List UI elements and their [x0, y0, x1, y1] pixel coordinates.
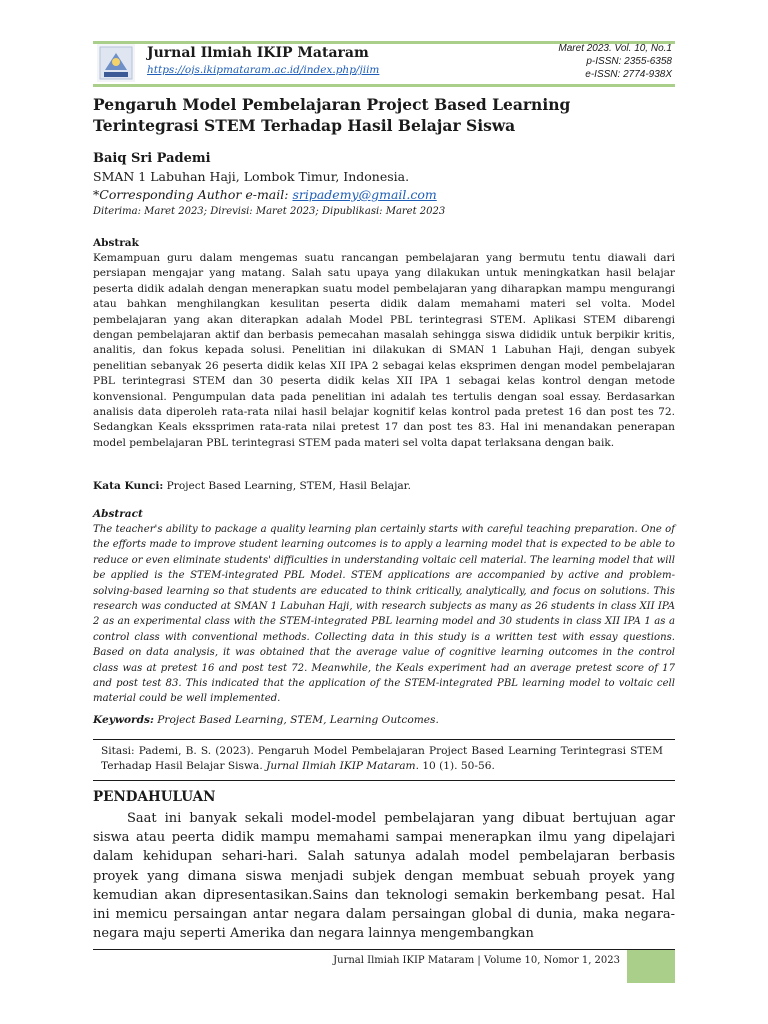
author-email-link[interactable]: sripademy@gmail.com	[292, 187, 437, 202]
citation-prefix: Sitasi: Pademi, B. S. (2023). Pengaruh Model Pembelajaran Project Based Learning Terintegrasi STEM Terhadap Hasil Belajar Siswa.	[101, 745, 663, 772]
kata-kunci-values: Project Based Learning, STEM, Hasil Belajar.	[163, 480, 411, 492]
introduction-text: Saat ini banyak sekali model-model pembelajaran yang dibuat bertujuan agar siswa atau peerta didik mampu memahami sampai menerapkan ilmu yang dipelajari dalam kehidupan sehari-hari. Salah satunya adalah model pembelajaran berbasis proyek yang dimana siswa menjadi subjek dengan membuat sebuah proyek yang kemudian akan dipresentasikan.Sains dan teknologi semakin berkembang pesat. Hal ini memicu persaingan antar negara dalam persaingan global di dunia, maka negara- negara maju seperti Amerika dan negara lainnya mengembangkan	[93, 811, 675, 942]
issue-volume: Maret 2023. Vol. 10, No.1	[558, 43, 672, 54]
p-issn: p-ISSN: 2355-6358	[586, 56, 672, 67]
introduction-heading: PENDAHULUAN	[93, 789, 216, 805]
e-issn: e-ISSN: 2774-938X	[585, 69, 672, 80]
abstrak-section	[93, 237, 675, 451]
corresponding-label: *Corresponding Author e-mail:	[93, 187, 293, 202]
publication-dates: Diterima: Maret 2023; Direvisi: Maret 2023; Dipublikasi: Maret 2023	[93, 206, 446, 217]
abstract-heading: Abstract	[93, 508, 143, 520]
footer-rule	[93, 949, 675, 950]
abstrak-heading: Abstrak	[93, 237, 139, 249]
header-bottom-rule	[93, 84, 675, 87]
abstrak-text: Kemampuan guru dalam mengemas suatu rancangan pembelajaran yang bermutu tentu diawali dari persiapan mengajar yang matang. Salah satu upaya yang dilakukan untuk meningkatkan hasil belajar peserta didik adalah dengan menerapkan suatu model pembelajaran yang diharapkan mampu mengurangi atau bahkan menghilangkan kesulitan peserta didik dalam memahami materi sel volta. Model pembelajaran yang akan diterapkan adalah Model PBL terintegrasi STEM. Aplikasi STEM dibarengi dengan pembelajaran aktif dan berbasis pemecahan masalah sehingga siswa dididik untuk berpikir kritis, analitis, dan fokus kepada solusi. Penelitian ini dilakukan di SMAN 1 Labuhan Haji, dengan subyek penelitian sebanyak 26 peserta didik kelas XII IPA 2 sebagai kelas eksprimen dengan model pembelajaran PBL terintegrasi STEM dan 30 peserta didik kelas XII IPA 1 sebagai kelas kontrol dengan metode konvensional. Pengumpulan data pada penelitian ini adalah tes tertulis dengan soal essay. Berdasarkan analisis data diperoleh rata-rata nilai hasil belajar kognitif kelas kontrol pada pretest 16 dan post tes 72. Sedangkan Keals ekssprimen rata-rata nilai pretest 17 dan post tes 83. Hal ini menandakan penerapan model pembelajaran PBL terintegrasi STEM pada materi sel volta dapat terlaksana dengan baik.	[93, 252, 675, 449]
keywords-label: Keywords:	[93, 714, 154, 726]
author-name: Baiq Sri Pademi	[93, 151, 211, 166]
corresponding-author	[93, 187, 437, 202]
journal-url-link[interactable]: https://ojs.ikipmataram.ac.id/index.php/jiim	[147, 64, 380, 76]
issue-info	[558, 42, 672, 81]
kata-kunci	[93, 480, 675, 492]
keywords	[93, 714, 675, 726]
kata-kunci-label: Kata Kunci:	[93, 480, 164, 492]
citation-journal: Jurnal Ilmiah IKIP Mataram	[266, 760, 416, 772]
author-affiliation: SMAN 1 Labuhan Haji, Lombok Timur, Indonesia.	[93, 169, 410, 184]
journal-name: Jurnal Ilmiah IKIP Mataram	[147, 45, 369, 61]
footer-text: Jurnal Ilmiah IKIP Mataram | Volume 10, Nomor 1, 2023	[333, 955, 620, 966]
article-title: Pengaruh Model Pembelajaran Project Based Learning Terintegrasi STEM Terhadap Hasil Belajar Siswa	[93, 95, 571, 135]
keywords-values: Project Based Learning, STEM, Learning Outcomes.	[153, 714, 439, 726]
citation-text	[101, 744, 663, 774]
citation-suffix: . 10 (1). 50-56.	[415, 760, 495, 772]
abstract-section	[93, 508, 675, 707]
footer-accent-box	[627, 950, 675, 983]
citation-box	[93, 739, 675, 781]
abstract-text: The teacher's ability to package a quality learning plan certainly starts with careful teaching preparation. One of the efforts made to improve student learning outcomes is to apply a learning model that is expected to be able to reduce or even eliminate students' difficulties in understanding voltaic cell material. The learning model that will be applied is the STEM-integrated PBL Model. STEM applications are accompanied by active and problem-solving-based learning so that students are educated to think critically, analytically, and focus on solutions. This research was conducted at SMAN 1 Labuhan Haji, with research subjects as many as 26 students in class XII IPA 2 as an experimental class with the STEM-integrated PBL learning model and 30 students in class XII IPA 1 as a control class with conventional methods. Collecting data in this study is a written test with essay questions. Based on data analysis, it was obtained that the average value of cognitive learning outcomes in the control class was at pretest 16 and post test 72. Meanwhile, the Keals experiment had an average pretest score of 17 and post test 83. This indicated that the application of the STEM-integrated PBL learning model to voltaic cell material could be well implemented.	[93, 524, 675, 705]
journal-logo-icon	[97, 44, 135, 82]
